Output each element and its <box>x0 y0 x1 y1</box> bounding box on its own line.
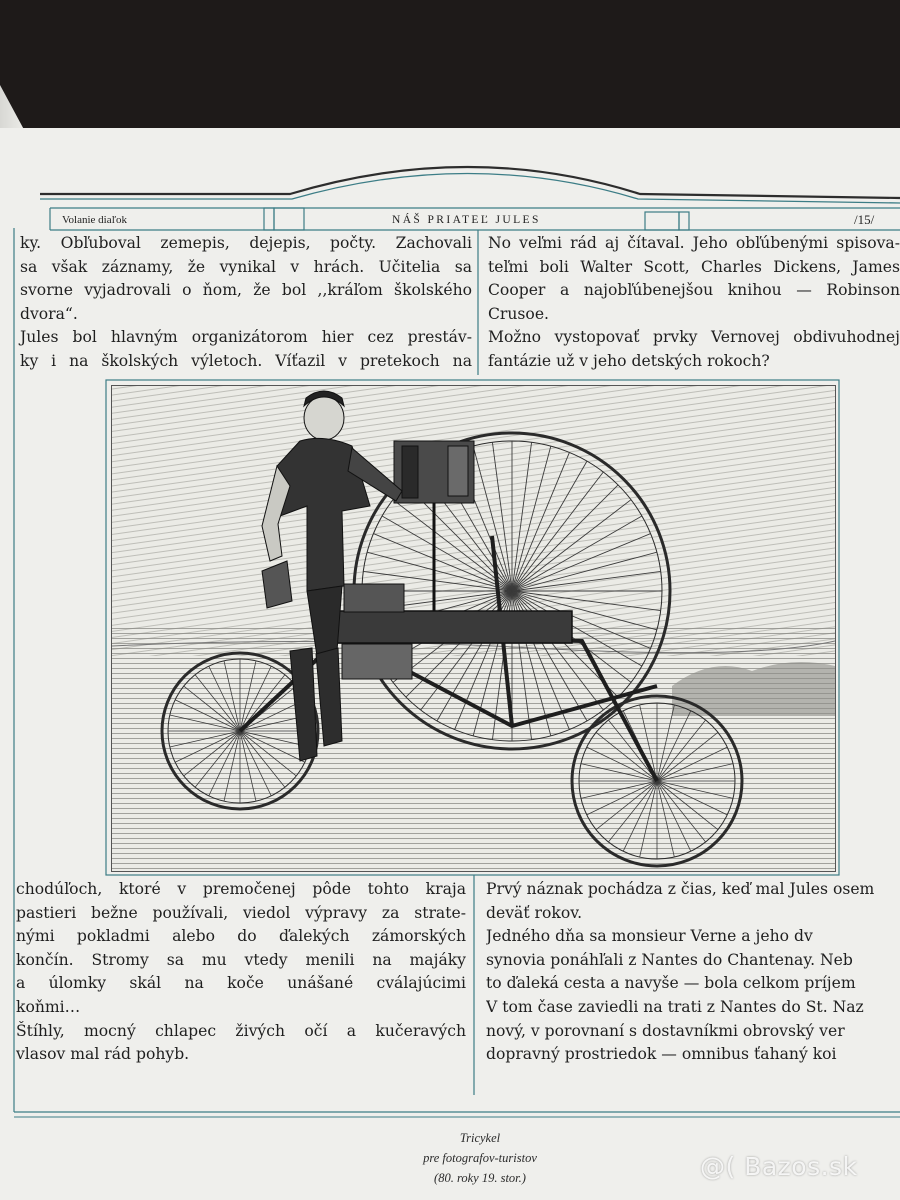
illustration-caption <box>380 1128 580 1188</box>
text-line: Prvý náznak pochádza z čias, keď mal Jules osem <box>486 880 875 898</box>
text-column-bottom-left <box>16 878 466 1067</box>
text-column-top-right <box>488 232 900 374</box>
text-line: Jules bol hlavným organizátorom hier cez prestáv- <box>20 328 472 347</box>
text-line: V tom čase zaviedli na trati z Nantes do St. Naz <box>486 997 864 1016</box>
text-line: synovia ponáhľali z Nantes do Chantenay. Neb <box>486 950 853 969</box>
text-column-top-left <box>20 232 472 374</box>
tricycle-illustration <box>112 386 835 871</box>
text-line: Možno vystopovať prvky Vernovej obdivuhodnej <box>488 328 900 347</box>
text-line: koňmi… <box>16 997 81 1016</box>
page-number: /15/ <box>854 212 875 227</box>
header-title: NÁŠ PRIATEĽ JULES <box>392 214 541 226</box>
text-line: chodúľoch, ktoré v premočenej pôde tohto kraja <box>16 880 466 898</box>
text-line: sa však záznamy, že vynikal v hrách. Učitelia sa <box>20 257 472 276</box>
text-line: nými pokladmi alebo do ďalekých zámorských <box>16 927 466 946</box>
text-line: Jedného dňa sa monsieur Verne a jeho dv <box>486 927 813 946</box>
text-line: deväť rokov. <box>486 903 583 922</box>
caption-line: pre fotografov-turistov <box>423 1151 537 1165</box>
text-line: dvora“. <box>20 304 78 323</box>
text-line: svorne vyjadrovali o ňom, že bol ,,kráľom školského <box>20 281 472 300</box>
text-line: ky. Obľuboval zemepis, dejepis, počty. Zachovali <box>20 234 472 252</box>
caption-line: Tricykel <box>459 1131 501 1145</box>
text-line: to ďaleká cesta a navyše — bola celkom príjem <box>486 974 856 993</box>
text-column-bottom-right <box>486 878 900 1067</box>
text-line: Cooper a najobľúbenejšou knihou — Robinson <box>488 281 900 300</box>
text-line: fantázie už v jeho detských rokoch? <box>488 351 770 370</box>
text-line: vlasov mal rád pohyb. <box>16 1045 190 1064</box>
text-line: končín. Stromy sa mu vtedy menili na majáky <box>16 950 466 969</box>
header-section-label: Volanie diaľok <box>62 214 128 226</box>
text-line: No veľmi rád aj čítaval. Jeho obľúbenými spisova- <box>488 234 900 252</box>
text-line: nový, v porovnaní s dostavníkmi obrovský ver <box>486 1021 845 1040</box>
text-line: a úlomky skál na koče unášané cválajúcimi <box>16 974 466 993</box>
text-line: ky i na školských výletoch. Víťazil v pretekoch na <box>20 351 472 370</box>
caption-line: (80. roky 19. stor.) <box>434 1171 526 1185</box>
text-line: dopravný prostriedok — omnibus ťahaný koi <box>486 1045 837 1064</box>
text-line: pastieri bežne používali, viedol výpravy za strate- <box>16 903 466 922</box>
text-line: Crusoe. <box>488 304 550 323</box>
bazos-watermark: @( Bazos.sk <box>700 1152 858 1181</box>
tricycle-engraving <box>111 385 836 872</box>
text-line: Štíhly, mocný chlapec živých očí a kučeravých <box>16 1021 466 1040</box>
text-line: teľmi boli Walter Scott, Charles Dickens, James <box>488 257 900 276</box>
